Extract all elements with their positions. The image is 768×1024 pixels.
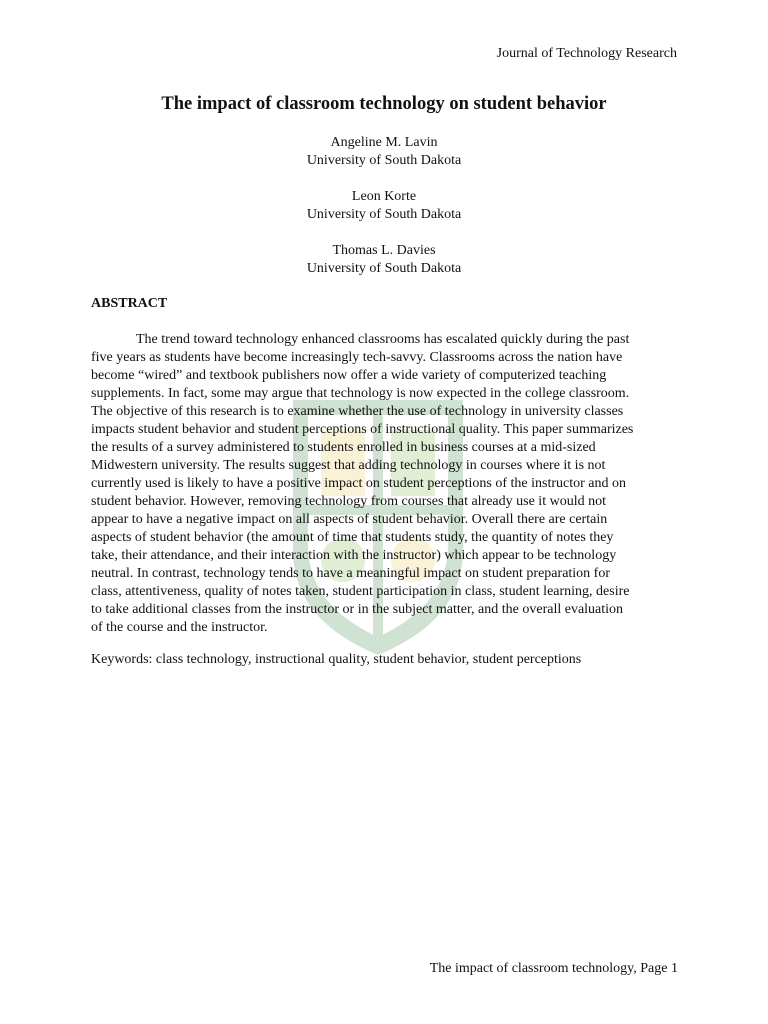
author-name: Leon Korte <box>351 189 417 204</box>
abstract-line: student behavior. However, removing technology from courses that already use it would not <box>91 494 606 509</box>
abstract-line: The trend toward technology enhanced classrooms has escalated quickly during the past <box>136 332 630 347</box>
abstract-line: the results of a survey administered to students enrolled in business courses at a mid-sized <box>91 440 596 455</box>
author-name: Angeline M. Lavin <box>330 135 438 150</box>
keywords: Keywords: class technology, instructional quality, student behavior, student perceptions <box>91 652 582 667</box>
abstract-body <box>91 331 691 637</box>
abstract-line: of the course and the instructor. <box>91 620 268 635</box>
abstract-line: appear to have a negative impact on all aspects of student behavior. Overall there are certain <box>91 512 608 527</box>
abstract-line: to take additional classes from the instructor or in the subject matter, and the overall evaluation <box>91 602 624 617</box>
abstract-line: aspects of student behavior (the amount of time that students study, the quantity of notes they <box>91 530 614 545</box>
author-block <box>0 188 768 224</box>
author-name: Thomas L. Davies <box>332 243 436 258</box>
paper-title: The impact of classroom technology on student behavior <box>161 94 607 114</box>
abstract-line: become “wired” and textbook publishers now offer a wide variety of computerized teaching <box>91 368 607 383</box>
abstract-line: The objective of this research is to examine whether the use of technology in university classes <box>91 404 624 419</box>
abstract-line: impacts student behavior and student perceptions of instructional quality. This paper summarizes <box>91 422 634 437</box>
abstract-line: neutral. In contrast, technology tends to have a meaningful impact on student preparation for <box>91 566 611 581</box>
journal-name: Journal of Technology Research <box>496 46 677 61</box>
author-affiliation: University of South Dakota <box>306 261 462 276</box>
abstract-line: currently used is likely to have a positive impact on student perceptions of the instructor and on <box>91 476 626 491</box>
author-affiliation: University of South Dakota <box>306 207 462 222</box>
author-block <box>0 134 768 170</box>
abstract-line: supplements. In fact, some may argue that technology is now expected in the college classroom. <box>91 386 630 401</box>
page-footer: The impact of classroom technology, Page 1 <box>429 961 678 976</box>
abstract-line: Midwestern university. The results suggest that adding technology in courses where it is not <box>91 458 606 473</box>
abstract-line: class, attentiveness, quality of notes taken, student participation in class, student learning, desire <box>91 584 630 599</box>
abstract-line: five years as students have become increasingly tech-savvy. Classrooms across the nation have <box>91 350 623 365</box>
author-affiliation: University of South Dakota <box>306 153 462 168</box>
author-block <box>0 242 768 278</box>
abstract-heading: ABSTRACT <box>91 296 168 311</box>
abstract-line: take, their attendance, and their interaction with the instructor) which appear to be technology <box>91 548 617 563</box>
